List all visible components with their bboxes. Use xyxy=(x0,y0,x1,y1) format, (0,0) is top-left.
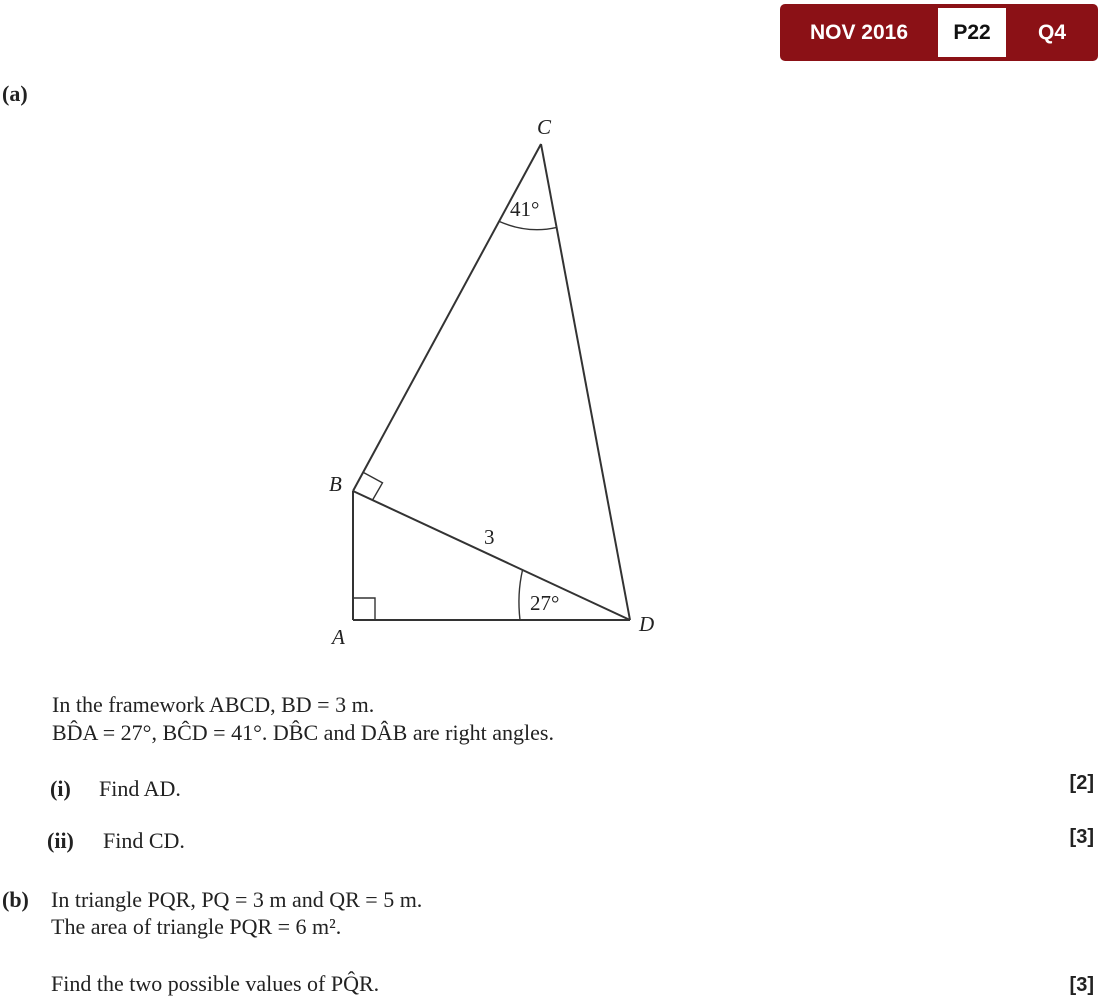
part-b-label: (b) xyxy=(2,887,29,912)
angle-arc-c xyxy=(499,221,556,229)
side-label-bd: 3 xyxy=(484,525,495,549)
part-a-i-marks: [2] xyxy=(1069,772,1094,794)
part-a-ii-text: Find CD. xyxy=(103,828,185,853)
part-a-label: (a) xyxy=(2,81,28,106)
part-b-statement-line2: The area of triangle PQR = 6 m². xyxy=(51,914,342,939)
vertex-label-d: D xyxy=(639,612,655,636)
part-b-marks: [3] xyxy=(1069,974,1094,996)
question-number-label: Q4 xyxy=(1037,20,1066,44)
side-bd xyxy=(353,491,630,620)
part-a-ii-marks: [3] xyxy=(1069,826,1094,848)
exam-session-label: NOV 2016 xyxy=(809,20,909,44)
part-a-statement-line1: In the framework ABCD, BD = 3 m. xyxy=(52,692,375,717)
part-b-question: Find the two possible values of PQ̂R. xyxy=(51,971,380,996)
right-angle-b xyxy=(364,473,383,501)
part-a-statement-line2: BD̂A = 27°, BĈD = 41°. DB̂C and DÂB are right angles. xyxy=(52,720,554,745)
right-angle-a xyxy=(353,598,375,620)
paper-number-label: P22 xyxy=(938,8,1006,57)
part-a-i-text: Find AD. xyxy=(99,776,181,801)
side-cd xyxy=(541,144,630,620)
part-a-i-label: (i) xyxy=(50,776,71,801)
part-a-ii-label: (ii) xyxy=(47,828,74,853)
vertex-label-b: B xyxy=(329,472,342,496)
angle-label-d: 27° xyxy=(530,591,560,615)
vertex-label-c: C xyxy=(537,115,552,139)
part-b-statement-line1: In triangle PQR, PQ = 3 m and QR = 5 m. xyxy=(51,887,423,912)
angle-arc-d xyxy=(519,570,523,620)
angle-label-c: 41° xyxy=(510,197,540,221)
vertex-label-a: A xyxy=(332,625,345,649)
